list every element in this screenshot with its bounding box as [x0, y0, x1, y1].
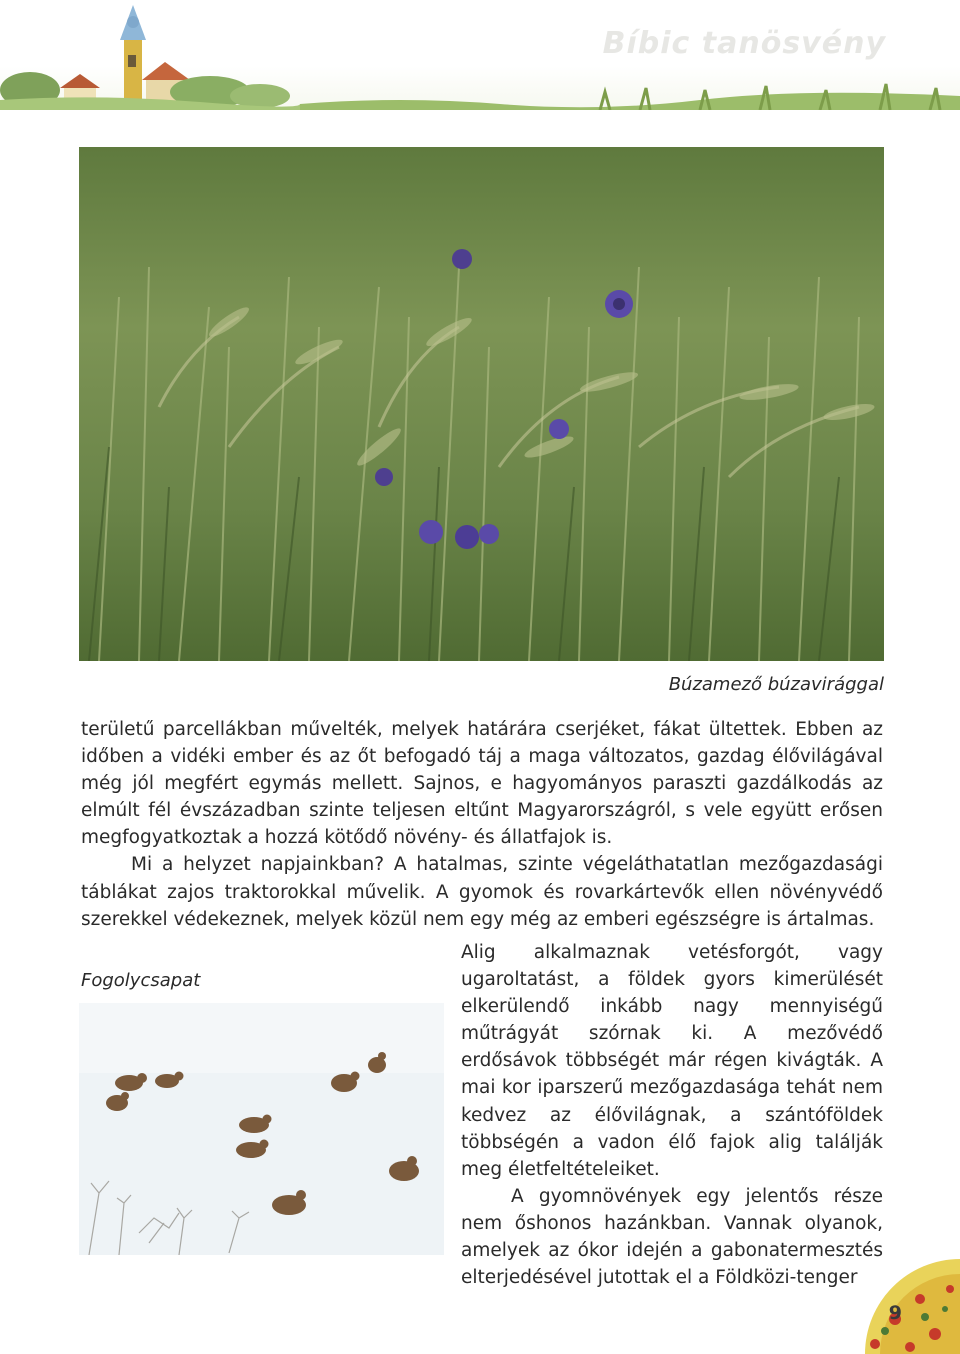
- partridge-photo-caption: Fogolycsapat: [81, 970, 201, 991]
- body-paragraph: Alig alkalmaznak vetésforgót, vagy ugaroltatást, a földek gyors kimerülését elkerülendő inkább nagy mennyiségű műtrágyát szórnak ki. A mezővédő erdősávok többségét már régen kivágták. A mai kor iparszerű mezőgazdasága tehát nem kedvez az élővilágnak, a szántóföldek többségén a vadon élő fajok alig találják meg életfeltételeiket.: [461, 942, 883, 1180]
- body-paragraph: A gyomnövények egy jelentős része nem őshonos hazánkban. Vannak olyanok, amelyek az ókor idején a gabonatermesztés elterjedésével jutottak el a Földközi-tenger: [461, 1185, 883, 1289]
- page-header-title: Bíbic tanösvény: [602, 26, 886, 61]
- partridge-flock-photo: [79, 1003, 444, 1255]
- wheat-field-image: [79, 147, 884, 661]
- wheat-photo-caption: Búzamező búzavirággal: [668, 674, 884, 695]
- body-paragraph: területű parcellákban művelték, melyek határára cserjéket, fákat ültettek. Ebben az időben a vidéki ember és az őt befogadó táj a maga változatos, gazdag élővilágával még jól megfért egymás mellett. Sajnos, e hagyományos paraszti gazdálkodás az elmúlt fél évszázadban szinte teljesen eltűnt Magyarországról, s vele együtt erősen megfogyatkoztak a hozzá kötődő növény- és állatfajok is.: [81, 719, 883, 849]
- partridge-flock-image: [79, 1003, 444, 1255]
- body-text-column: [461, 939, 883, 1291]
- body-text-main: [81, 716, 883, 933]
- wheat-field-photo: [79, 147, 884, 661]
- page-header: [0, 0, 960, 110]
- body-paragraph: Mi a helyzet napjainkban? A hatalmas, szinte végeláthatatlan mezőgazdasági táblákat zajos traktorokkal művelik. A gyomok és rovarkártevők ellen növényvédő szerekkel védekeznek, melyek közül nem egy még az emberi egészségre is ártalmas.: [81, 854, 883, 930]
- page-number: 9: [888, 1302, 902, 1324]
